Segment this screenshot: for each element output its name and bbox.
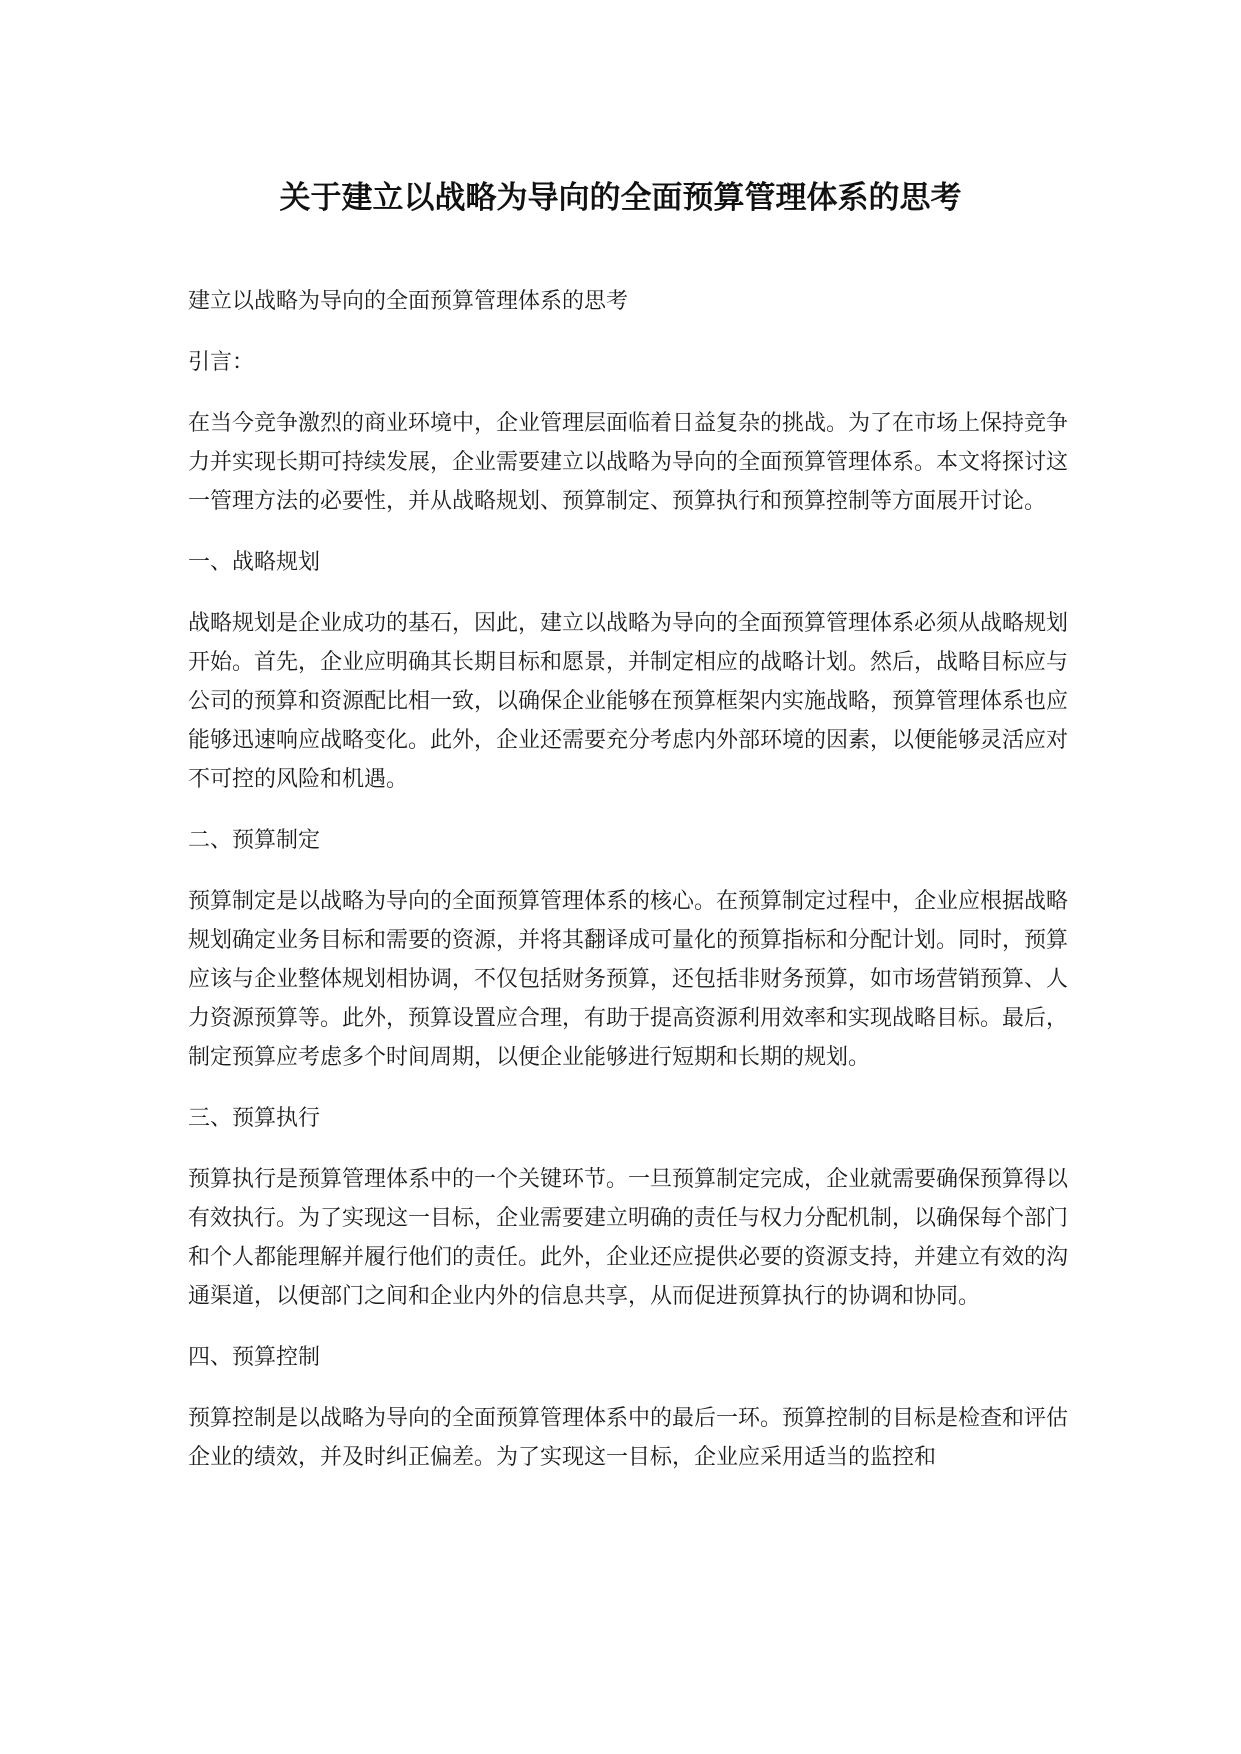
document-subtitle: 建立以战略为导向的全面预算管理体系的思考 (188, 289, 629, 314)
section-heading-strategy: 一、战略规划 (188, 550, 321, 575)
section-heading-budget-setting: 二、预算制定 (188, 828, 321, 853)
intro-label: 引言： (188, 350, 255, 375)
document-body (188, 282, 1068, 1499)
intro-paragraph: 在当今竞争激烈的商业环境中，企业管理层面临着日益复杂的挑战。为了在市场上保持竞争力并实现长期可持续发展，企业需要建立以战略为导向的全面预算管理体系。本文将探讨这一管理方法的必要性，并从战略规划、预算制定、预算执行和预算控制等方面展开讨论。 (188, 411, 1069, 514)
section-heading-budget-execution: 三、预算执行 (188, 1106, 321, 1131)
section-text-budget-control: 预算控制是以战略为导向的全面预算管理体系中的最后一环。预算控制的目标是检查和评估企业的绩效，并及时纠正偏差。为了实现这一目标，企业应采用适当的监控和 (188, 1406, 1069, 1470)
section-text-budget-execution: 预算执行是预算管理体系中的一个关键环节。一旦预算制定完成，企业就需要确保预算得以有效执行。为了实现这一目标，企业需要建立明确的责任与权力分配机制，以确保每个部门和个人都能理解并履行他们的责任。此外，企业还应提供必要的资源支持，并建立有效的沟通渠道，以便部门之间和企业内外的信息共享，从而促进预算执行的协调和协同。 (188, 1167, 1069, 1309)
section-text-strategy: 战略规划是企业成功的基石，因此，建立以战略为导向的全面预算管理体系必须从战略规划开始。首先，企业应明确其长期目标和愿景，并制定相应的战略计划。然后，战略目标应与公司的预算和资源配比相一致，以确保企业能够在预算框架内实施战略，预算管理体系也应能够迅速响应战略变化。此外，企业还需要充分考虑内外部环境的因素，以便能够灵活应对不可控的风险和机遇。 (188, 611, 1069, 792)
document-title: 关于建立以战略为导向的全面预算管理体系的思考 (279, 180, 962, 216)
section-text-budget-setting: 预算制定是以战略为导向的全面预算管理体系的核心。在预算制定过程中，企业应根据战略规划确定业务目标和需要的资源，并将其翻译成可量化的预算指标和分配计划。同时，预算应该与企业整体规划相协调，不仅包括财务预算，还包括非财务预算，如市场营销预算、人力资源预算等。此外，预算设置应合理，有助于提高资源利用效率和实现战略目标。最后，制定预算应考虑多个时间周期，以便企业能够进行短期和长期的规划。 (188, 889, 1069, 1070)
section-heading-budget-control: 四、预算控制 (188, 1345, 321, 1370)
